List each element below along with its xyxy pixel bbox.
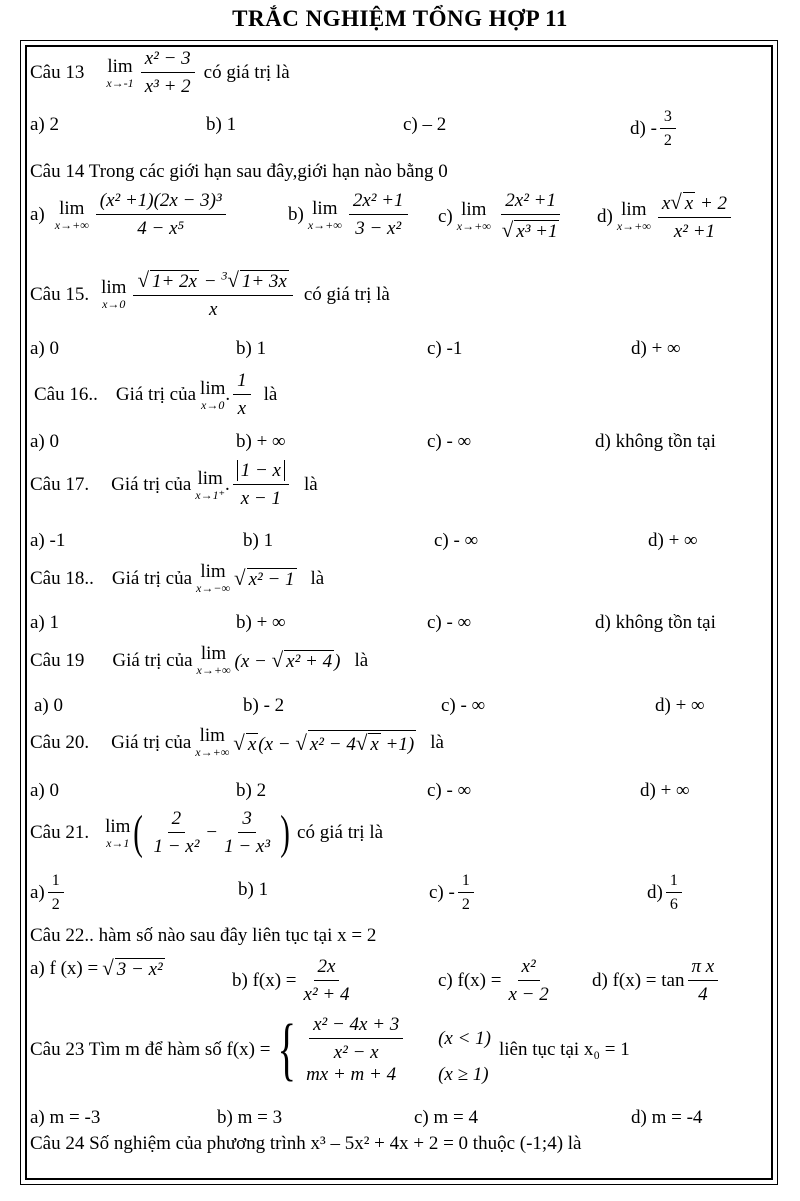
answer-d[interactable]: d) + ∞ [640, 780, 690, 801]
answer-b[interactable]: b) 2 [236, 780, 267, 801]
limit-operator: lim x→-1 [106, 55, 134, 90]
answer-c[interactable]: c) – 2 [403, 114, 447, 135]
question-20: Câu 20. Giá trị của lim x→+∞ √ x (x − √ x² − 4√ x +1) là [30, 725, 444, 759]
answer-d[interactable]: d) f(x) = tan $\frac{\text{π x}}{4}$ [592, 956, 721, 1006]
answer-b[interactable]: b) f(x) = $\frac{2x}{\text{x² + 4}}$ [232, 956, 350, 1005]
question-19: Câu 19 Giá trị của lim x→+∞ (x − √ x² + 4 ) là [30, 643, 369, 677]
answer-a[interactable]: a) m = -3 [30, 1107, 101, 1128]
answer-a[interactable]: a) 0 [30, 780, 60, 801]
answer-c[interactable]: c) - ∞ [427, 612, 472, 633]
answer-d[interactable]: d) lim x→+∞ $\frac{x√ x + 2}{\text{x² +1}}$ [597, 190, 734, 243]
page-title: TRẮC NGHIỆM TỔNG HỢP 11 [232, 6, 568, 31]
answer-d[interactable]: d) không tồn tại [595, 612, 716, 633]
question-23: Câu 23 Tìm m để hàm số f(x) = { $\frac{\text{x² − 4x + 3}}{\text{x² − x}}$ (x < 1) mx + m + 4 (x ≥ 1) liên tục tại x₀ = 1 [30, 1011, 630, 1088]
answer-c[interactable]: c) - ∞ [427, 780, 472, 801]
answer-c[interactable]: c) - ∞ [434, 530, 479, 551]
answer-c[interactable]: c) m = 4 [414, 1107, 479, 1128]
answer-a[interactable]: a) 0 [34, 695, 64, 716]
question-16: Câu 16.. Giá trị của lim x→0 . $\frac{1}{x}$ là [34, 370, 278, 419]
answer-a[interactable]: a) 0 [30, 431, 60, 452]
answer-b[interactable]: b) 1 [206, 114, 237, 135]
answer-a[interactable]: a) $\frac{1}{2}$ [30, 872, 67, 914]
answer-c[interactable]: c) lim x→+∞ $\frac{\text{2x² +1}}{\text{√ x³ +1}}$ [438, 190, 566, 243]
answer-d[interactable]: d) + ∞ [648, 530, 698, 551]
answer-a[interactable]: a) 2 [30, 114, 60, 135]
question-22-label: Câu 22.. hàm số nào sau đây liên tục tại x = 2 [30, 925, 377, 946]
question-17: Câu 17. Giá trị của lim x→1⁺ . $\frac{1 - x}{x - 1}$ là [30, 460, 318, 509]
answer-d[interactable]: d) $\frac{1}{6}$ [647, 872, 685, 914]
question-18: Câu 18.. Giá trị của lim x→−∞ √ x² − 1 là [30, 561, 325, 595]
answer-b[interactable]: b) 1 [243, 530, 274, 551]
answer-a[interactable]: a) -1 [30, 530, 66, 551]
question-13: Câu 13 lim x→-1 $\frac{\text{x² − 3}}{\text{x³ + 2}}$ có giá trị là [30, 48, 290, 97]
answer-c[interactable]: c) -1 [427, 338, 463, 359]
answer-b[interactable]: b) lim x→+∞ $\frac{\text{2x² +1}}{\text{3 − x²}}$ [288, 190, 411, 240]
answer-b[interactable]: b) - 2 [243, 695, 285, 716]
answer-a[interactable]: a) f (x) = √ 3 − x² [30, 956, 163, 980]
answer-d[interactable]: d) - $\frac{3}{2}$ [630, 108, 679, 150]
answer-b[interactable]: b) m = 3 [217, 1107, 283, 1128]
answer-a[interactable]: a) 0 [30, 338, 60, 359]
question-24-label: Câu 24 Số nghiệm của phương trình x³ – 5x² + 4x + 2 = 0 thuộc (-1;4) là [30, 1133, 582, 1154]
answer-b[interactable]: b) + ∞ [236, 612, 286, 633]
question-15-label: Câu 15. [30, 283, 90, 305]
answer-a[interactable]: a) lim x→+∞ $\frac{\text{(x² +1)(2x − 3)³}}{\text{4 − x⁵}}$ [30, 190, 229, 240]
answer-d[interactable]: d) + ∞ [655, 695, 705, 716]
question-15: Câu 15. lim x→0 $\frac{√ 1+ 2x - ^3√ 1+ 3x}{x}$ có giá trị là [30, 268, 390, 320]
answer-d[interactable]: d) không tồn tại [595, 431, 716, 452]
piecewise-function: $\frac{\text{x² − 4x + 3}}{\text{x² − x}}$ (x < 1) mx + m + 4 (x ≥ 1) [306, 1014, 491, 1085]
question-13-label: Câu 13 [30, 62, 85, 83]
answer-a[interactable]: a) 1 [30, 612, 60, 633]
answer-d[interactable]: d) m = -4 [631, 1107, 703, 1128]
answer-b[interactable]: b) 1 [238, 879, 269, 900]
answer-b[interactable]: b) 1 [236, 338, 267, 359]
question-13-fraction: $\frac{\text{x² − 3}}{\text{x³ + 2}}$ [141, 48, 195, 98]
answer-c[interactable]: c) - ∞ [427, 431, 472, 452]
question-14-label: Câu 14 Trong các giới hạn sau đây,giới hạn nào bằng 0 [30, 161, 448, 182]
answer-b[interactable]: b) + ∞ [236, 431, 286, 452]
answer-d[interactable]: d) + ∞ [631, 338, 681, 359]
answer-c[interactable]: c) - $\frac{1}{2}$ [429, 872, 477, 914]
answer-c[interactable]: c) f(x) = $\frac{\text{x²}}{x - 2}$ [438, 956, 549, 1005]
question-21: Câu 21. lim x→1 ( $\frac{2}{\text{1 − x²}}$ − $\frac{3}{\text{1 − x³}}$ ) có giá trị là [30, 806, 384, 859]
answer-c[interactable]: c) - ∞ [441, 695, 486, 716]
